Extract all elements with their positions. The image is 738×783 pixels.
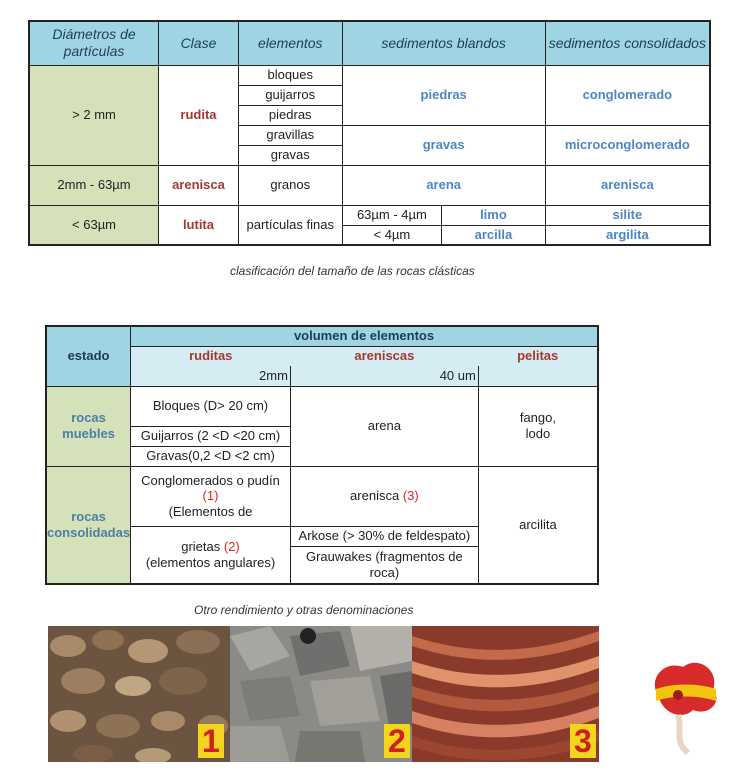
- consolidated-cell: arenisca: [545, 165, 710, 205]
- element-cell: partículas finas: [238, 205, 342, 245]
- rudita-cell: Bloques (D> 20 cm): [131, 386, 291, 426]
- clastic-rock-size-table: [28, 20, 711, 246]
- clase-cell: arenisca: [159, 165, 239, 205]
- rudita-cell: Guijarros (2 <D <20 cm): [131, 426, 291, 446]
- element-cell: gravillas: [238, 125, 342, 145]
- limit-40um: 40 um: [290, 366, 478, 386]
- photo-number: 1: [198, 724, 224, 758]
- arena-cell: arena: [290, 386, 478, 466]
- header-consolidated-sediments: sedimentos consolidados: [545, 21, 710, 65]
- rudita-cell: Gravas(0,2 <D <2 cm): [131, 446, 291, 466]
- header-estado: estado: [46, 326, 131, 386]
- spain-flag-icon: [648, 655, 720, 755]
- table1-caption: clasificación del tamaño de las rocas clásticas: [230, 264, 475, 276]
- header-volumen: volumen de elementos: [131, 326, 598, 346]
- range-cell: 63µm - 4µm: [342, 205, 442, 225]
- sandstone-photo: [412, 626, 599, 762]
- pelita-cell: arcilita: [478, 466, 598, 584]
- clase-cell: rudita: [159, 65, 239, 165]
- soft-sediment-cell: arena: [342, 165, 545, 205]
- rudita-text: grietas: [181, 539, 221, 555]
- photo-number: 2: [384, 724, 410, 758]
- rudita-cell: [131, 466, 291, 526]
- soft-sediment-cell: limo: [442, 205, 546, 225]
- diameter-cell: > 2 mm: [29, 65, 159, 165]
- grauwakes-cell: Grauwakes (fragmentos de roca): [290, 546, 478, 584]
- col-pelitas: pelitas: [478, 346, 598, 366]
- reference-note: (2): [223, 539, 240, 555]
- rock-state-table: [45, 325, 599, 585]
- consolidated-cell: conglomerado: [545, 65, 710, 125]
- element-cell: gravas: [238, 145, 342, 165]
- soft-sediment-cell: gravas: [342, 125, 545, 165]
- reference-note: (1): [202, 488, 219, 504]
- breccia-photo: [230, 626, 412, 762]
- header-elementos: elementos: [238, 21, 342, 65]
- rocas-consolidadas-label: rocas consolidadas: [46, 466, 131, 584]
- arenisca-cell: [290, 466, 478, 526]
- reference-note: (3): [402, 488, 419, 504]
- pelita-line: lodo: [525, 426, 551, 441]
- clase-cell: lutita: [159, 205, 239, 245]
- element-cell: granos: [238, 165, 342, 205]
- header-clase: Clase: [159, 21, 239, 65]
- photo-number: 3: [570, 724, 596, 758]
- element-cell: guijarros: [238, 85, 342, 105]
- pelita-cell: [478, 386, 598, 466]
- soft-sediment-cell: piedras: [342, 65, 545, 125]
- table2-caption: Otro rendimiento y otras denominaciones: [194, 603, 414, 617]
- diameter-cell: 2mm - 63µm: [29, 165, 159, 205]
- element-cell: piedras: [238, 105, 342, 125]
- rocas-muebles-label: rocas muebles: [46, 386, 131, 466]
- header-soft-sediments: sedimentos blandos: [342, 21, 545, 65]
- limit-empty: [478, 366, 598, 386]
- conglomerate-photo: [48, 626, 230, 762]
- header-diameter: Diámetros de partículas: [29, 21, 159, 65]
- consolidated-cell: silite: [545, 205, 710, 225]
- pelita-line: fango,: [519, 410, 556, 426]
- arenisca-text: arenisca: [350, 488, 400, 504]
- arkose-cell: Arkose (> 30% de feldespato): [290, 526, 478, 546]
- rudita-text: (elementos angulares): [145, 554, 276, 570]
- consolidated-cell: microconglomerado: [545, 125, 710, 165]
- soft-sediment-cell: arcilla: [442, 225, 546, 245]
- col-ruditas: ruditas: [131, 346, 291, 366]
- range-cell: < 4µm: [342, 225, 442, 245]
- element-cell: bloques: [238, 65, 342, 85]
- consolidated-cell: argilita: [545, 225, 710, 245]
- rudita-text: Conglomerados o pudín: [141, 472, 280, 488]
- rudita-text: (Elementos de: [168, 503, 253, 519]
- col-areniscas: areniscas: [290, 346, 478, 366]
- limit-2mm: 2mm: [131, 366, 291, 386]
- diameter-cell: < 63µm: [29, 205, 159, 245]
- rudita-cell: [131, 526, 291, 584]
